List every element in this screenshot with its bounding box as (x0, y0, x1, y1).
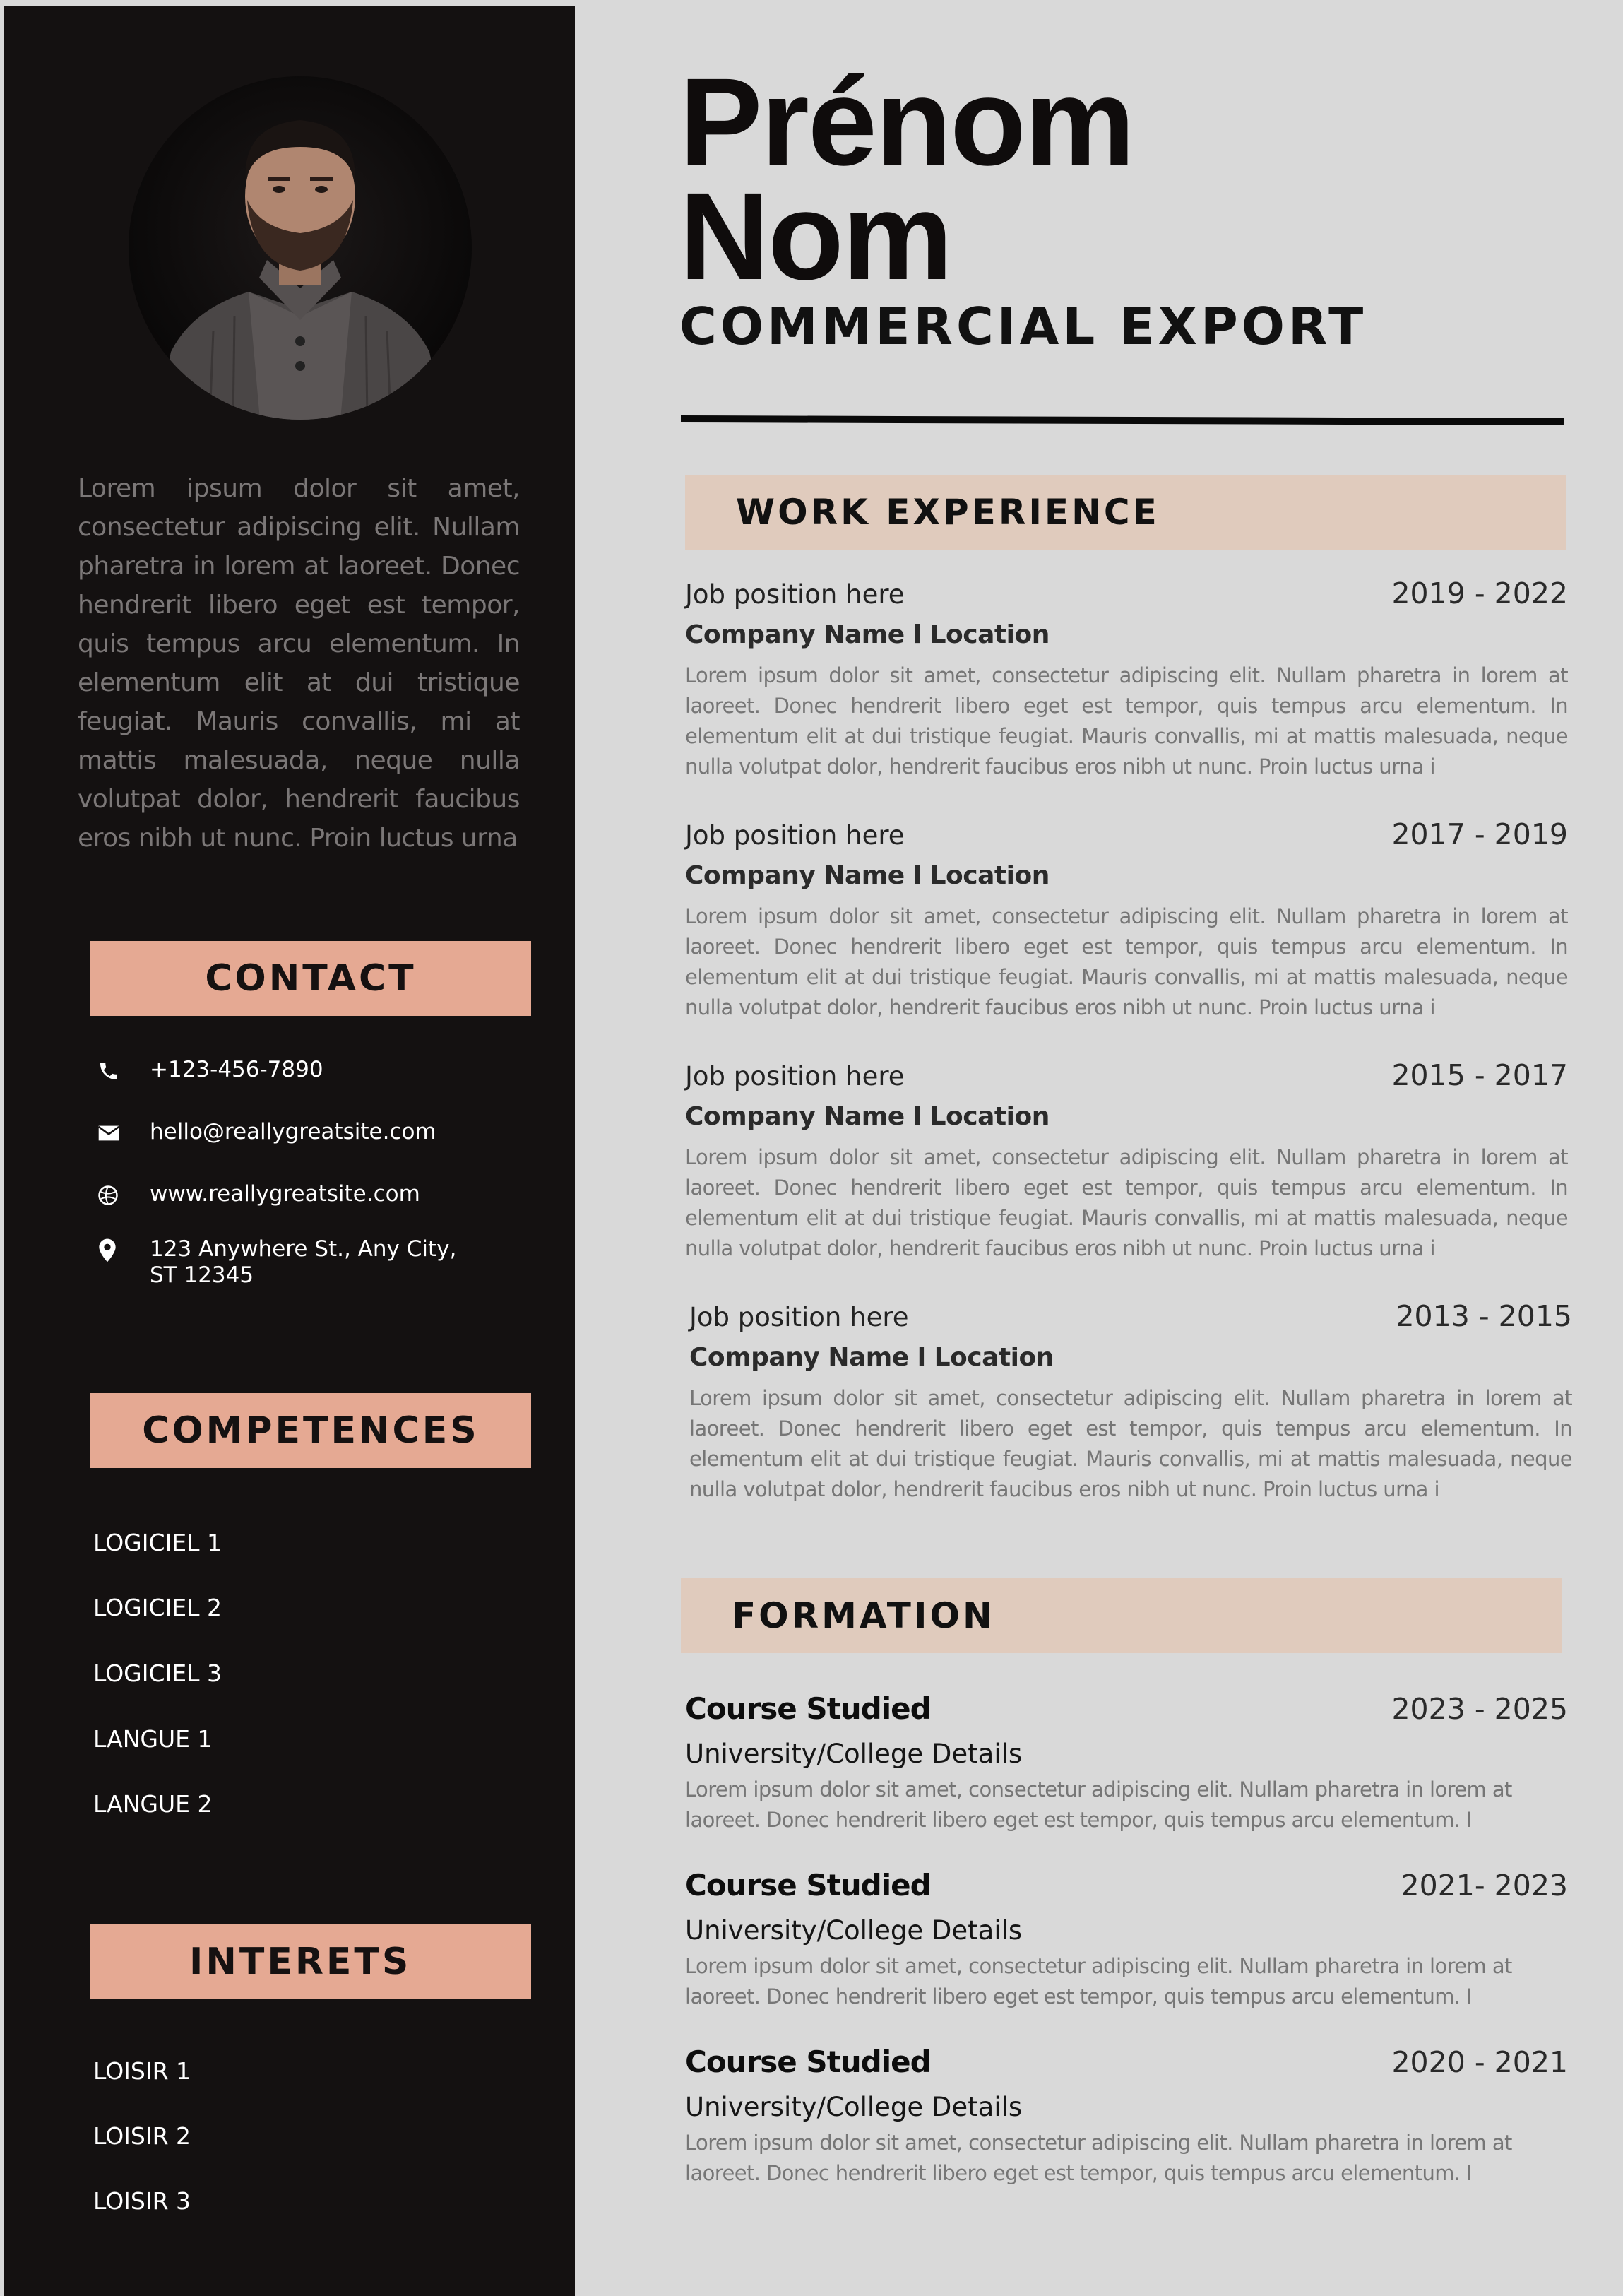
job-company: Company Name l Location (685, 1102, 1050, 1131)
job-title: COMMERCIAL EXPORT (679, 297, 1367, 356)
job-description: Lorem ipsum dolor sit amet, consectetur adipiscing elit. Nullam pharetra in lorem at laoreet. Donec hendrerit libero eget est tempor, quis tempus arcu elementum. In elementum elit at dui tristique feugiat. Mauris convallis, mi at mattis malesuada, neque nulla volutpat dolor, hendrerit faucibus eros nibh ut nunc. Proin luctus urna i (685, 663, 1568, 779)
course-entry (685, 1691, 1568, 1835)
course-years: 2021- 2023 (1401, 1869, 1568, 1903)
first-name: Prénom (679, 53, 1134, 191)
competence-item: LANGUE 2 (93, 1790, 213, 1818)
job-description: Lorem ipsum dolor sit amet, consectetur adipiscing elit. Nullam pharetra in lorem at laoreet. Donec hendrerit libero eget est tempor, quis tempus arcu elementum. In elementum elit at dui tristique feugiat. Mauris convallis, mi at mattis malesuada, neque nulla volutpat dolor, hendrerit faucibus eros nibh ut nunc. Proin luctus urna i (685, 904, 1568, 1019)
phone-number[interactable]: +123-456-7890 (150, 1057, 323, 1082)
address-line-1: 123 Anywhere St., Any City, (150, 1236, 457, 1262)
website-link[interactable]: www.reallygreatsite.com (150, 1181, 420, 1207)
job-entry (685, 1058, 1568, 1264)
interets-heading: INTERETS (90, 1924, 531, 1999)
job-description: Lorem ipsum dolor sit amet, consectetur adipiscing elit. Nullam pharetra in lorem at laoreet. Donec hendrerit libero eget est tempor, quis tempus arcu elementum. In elementum elit at dui tristique feugiat. Mauris convallis, mi at mattis malesuada, neque nulla volutpat dolor, hendrerit faucibus eros nibh ut nunc. Proin luctus urna i (689, 1386, 1572, 1501)
competences-heading: COMPETENCES (90, 1393, 531, 1468)
profile-photo (129, 76, 472, 420)
job-description: Lorem ipsum dolor sit amet, consectetur adipiscing elit. Nullam pharetra in lorem at laoreet. Donec hendrerit libero eget est tempor, quis tempus arcu elementum. In elementum elit at dui tristique feugiat. Mauris convallis, mi at mattis malesuada, neque nulla volutpat dolor, hendrerit faucibus eros nibh ut nunc. Proin luctus urna i (685, 1145, 1568, 1260)
globe-icon (90, 1181, 130, 1209)
contact-phone (90, 1057, 528, 1085)
interest-item: LOISIR 3 (93, 2187, 191, 2215)
course-entry (685, 1868, 1568, 2012)
competence-item: LANGUE 1 (93, 1725, 213, 1753)
full-name (679, 53, 1134, 306)
job-company: Company Name l Location (685, 861, 1050, 890)
job-entry (685, 817, 1568, 1023)
course-description: Lorem ipsum dolor sit amet, consectetur adipiscing elit. Nullam pharetra in lorem at laoreet. Donec hendrerit libero eget est tempor, quis tempus arcu elementum. I (685, 1954, 1512, 2008)
job-years: 2017 - 2019 (1391, 817, 1568, 851)
course-description: Lorem ipsum dolor sit amet, consectetur adipiscing elit. Nullam pharetra in lorem at laoreet. Donec hendrerit libero eget est tempor, quis tempus arcu elementum. I (685, 2131, 1512, 2185)
course-school: University/College Details (685, 1915, 1023, 1946)
course-school: University/College Details (685, 2092, 1023, 2122)
course-description: Lorem ipsum dolor sit amet, consectetur adipiscing elit. Nullam pharetra in lorem at laoreet. Donec hendrerit libero eget est tempor, quis tempus arcu elementum. I (685, 1777, 1512, 1832)
job-entry (689, 1299, 1572, 1505)
portrait-image (129, 76, 472, 420)
job-years: 2015 - 2017 (1391, 1058, 1568, 1092)
competence-item: LOGICIEL 2 (93, 1594, 222, 1621)
course-entry (685, 2044, 1568, 2189)
contact-address (90, 1236, 528, 1289)
course-name: Course Studied (685, 2044, 931, 2079)
job-company: Company Name l Location (689, 1343, 1054, 1372)
header-divider (681, 415, 1564, 425)
course-name: Course Studied (685, 1868, 931, 1903)
profile-summary: Lorem ipsum dolor sit amet, consectetur adipiscing elit. Nullam pharetra in lorem at laoreet. Donec hendrerit libero eget est tempor, quis tempus arcu elementum. In elementum elit at dui tristique feugiat. Mauris convallis, mi at mattis malesuada, neque nulla volutpat dolor, hendrerit faucibus eros nibh ut nunc. Proin luctus urna (78, 474, 520, 853)
last-name: Nom (679, 167, 952, 306)
job-years: 2019 - 2022 (1391, 576, 1568, 610)
job-company: Company Name l Location (685, 620, 1050, 649)
job-years: 2013 - 2015 (1396, 1299, 1572, 1333)
sidebar (4, 6, 575, 2296)
interest-item: LOISIR 1 (93, 2057, 191, 2085)
job-position: Job position here (689, 1302, 909, 1332)
course-years: 2023 - 2025 (1391, 1692, 1568, 1726)
contact-heading: CONTACT (90, 941, 531, 1016)
envelope-icon (90, 1119, 130, 1147)
job-position: Job position here (685, 579, 905, 610)
interest-item: LOISIR 2 (93, 2122, 191, 2150)
competence-item: LOGICIEL 3 (93, 1659, 222, 1687)
location-pin-icon (90, 1236, 130, 1265)
address-line-2: ST 12345 (150, 1262, 254, 1288)
course-school: University/College Details (685, 1739, 1023, 1769)
formation-heading: FORMATION (681, 1578, 1562, 1653)
job-position: Job position here (685, 820, 905, 851)
contact-email (90, 1119, 528, 1147)
work-experience-heading: WORK EXPERIENCE (685, 475, 1566, 550)
phone-icon (90, 1057, 130, 1085)
course-name: Course Studied (685, 1691, 931, 1726)
address-text (150, 1236, 456, 1289)
job-entry (685, 576, 1568, 782)
course-years: 2020 - 2021 (1391, 2045, 1568, 2079)
contact-website (90, 1181, 528, 1209)
email-link[interactable]: hello@reallygreatsite.com (150, 1119, 436, 1144)
competence-item: LOGICIEL 1 (93, 1529, 222, 1556)
job-position: Job position here (685, 1061, 905, 1091)
